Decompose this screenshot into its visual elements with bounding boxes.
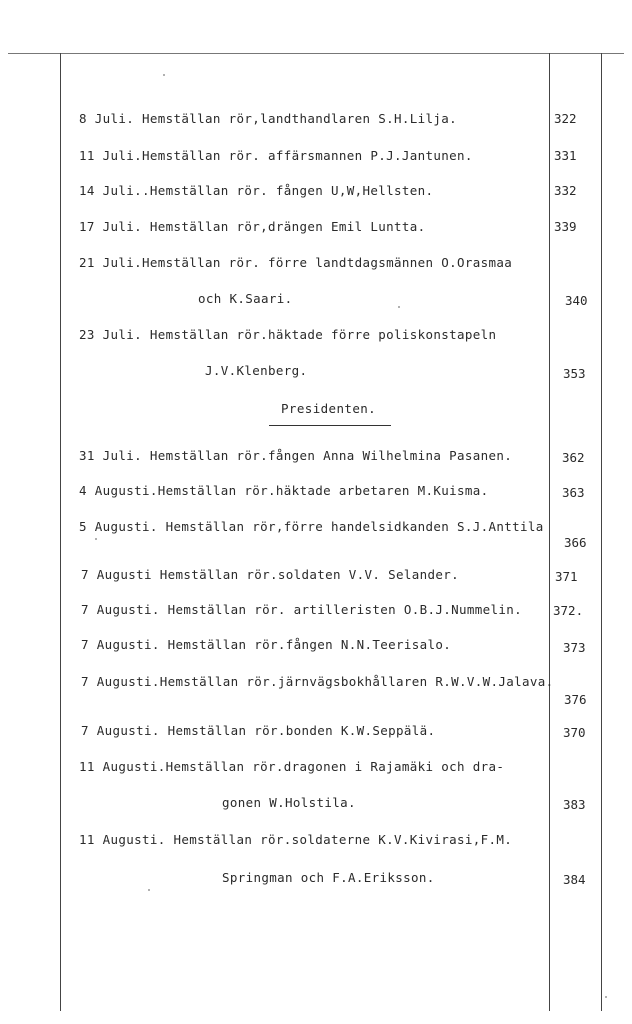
entry-page: 373 <box>563 640 586 655</box>
entry-text: 11 Juli.Hemställan rör. affärsmannen P.J.Jantunen. <box>79 148 473 163</box>
entry-text: 4 Augusti.Hemställan rör.häktade arbetaren M.Kuisma. <box>79 483 489 498</box>
entry-text: 14 Juli..Hemställan rör. fången U,W,Hellsten. <box>79 183 434 198</box>
entry-page: 363 <box>562 485 585 500</box>
scan-speck <box>148 889 150 891</box>
entry-page: 383 <box>563 797 586 812</box>
entry-page: 322 <box>554 111 577 126</box>
entry-text: 5 Augusti. Hemställan rör,förre handelsidkanden S.J.Anttila <box>79 519 544 534</box>
entry-text: 21 Juli.Hemställan rör. förre landtdagsmännen O.Orasmaa <box>79 255 513 270</box>
entry-text-continued: Springman och F.A.Eriksson. <box>222 870 435 885</box>
entry-page: 332 <box>554 183 577 198</box>
entry-text: 8 Juli. Hemställan rör,landthandlaren S.H.Lilja. <box>79 111 458 126</box>
entry-page: 376 <box>564 692 587 707</box>
entry-page: 339 <box>554 219 577 234</box>
entry-text: 23 Juli. Hemställan rör.häktade förre poliskonstapeln <box>79 327 497 342</box>
scan-speck <box>605 996 607 998</box>
section-heading: Presidenten. <box>281 401 377 416</box>
entry-text: 11 Augusti. Hemställan rör.soldaterne K.V.Kivirasi,F.M. <box>79 832 513 847</box>
entry-page: 371 <box>555 569 578 584</box>
entry-page: 372. <box>553 603 584 618</box>
left-margin-line <box>60 53 61 1011</box>
entry-page: 366 <box>564 535 587 550</box>
entry-text: 7 Augusti Hemställan rör.soldaten V.V. Selander. <box>81 567 460 582</box>
top-rule <box>8 53 624 54</box>
entry-page: 370 <box>563 725 586 740</box>
entry-text: 7 Augusti. Hemställan rör.bonden K.W.Seppälä. <box>81 723 436 738</box>
entry-page: 331 <box>554 148 577 163</box>
entry-page: 340 <box>565 293 588 308</box>
scan-speck <box>398 306 400 308</box>
entry-text-continued: J.V.Klenberg. <box>205 363 308 378</box>
entry-text-continued: gonen W.Holstila. <box>222 795 356 810</box>
entry-page: 362 <box>562 450 585 465</box>
scan-speck <box>95 538 97 540</box>
right-margin-line <box>601 53 602 1011</box>
entry-text: 17 Juli. Hemställan rör,drängen Emil Luntta. <box>79 219 426 234</box>
entry-text: 7 Augusti. Hemställan rör. artilleristen O.B.J.Nummelin. <box>81 602 523 617</box>
entry-page: 353 <box>563 366 586 381</box>
entry-text: 7 Augusti.Hemställan rör.järnvägsbokhållaren R.W.V.W.Jalava. <box>81 674 554 689</box>
entry-page: 384 <box>563 872 586 887</box>
entry-text-continued: och K.Saari. <box>198 291 293 306</box>
entry-text: 31 Juli. Hemställan rör.fången Anna Wilhelmina Pasanen. <box>79 448 513 463</box>
heading-underline <box>269 425 391 426</box>
entry-text: 11 Augusti.Hemställan rör.dragonen i Rajamäki och dra- <box>79 759 505 774</box>
page-column-line <box>549 53 550 1011</box>
entry-text: 7 Augusti. Hemställan rör.fången N.N.Teerisalo. <box>81 637 452 652</box>
scan-speck <box>163 74 165 76</box>
